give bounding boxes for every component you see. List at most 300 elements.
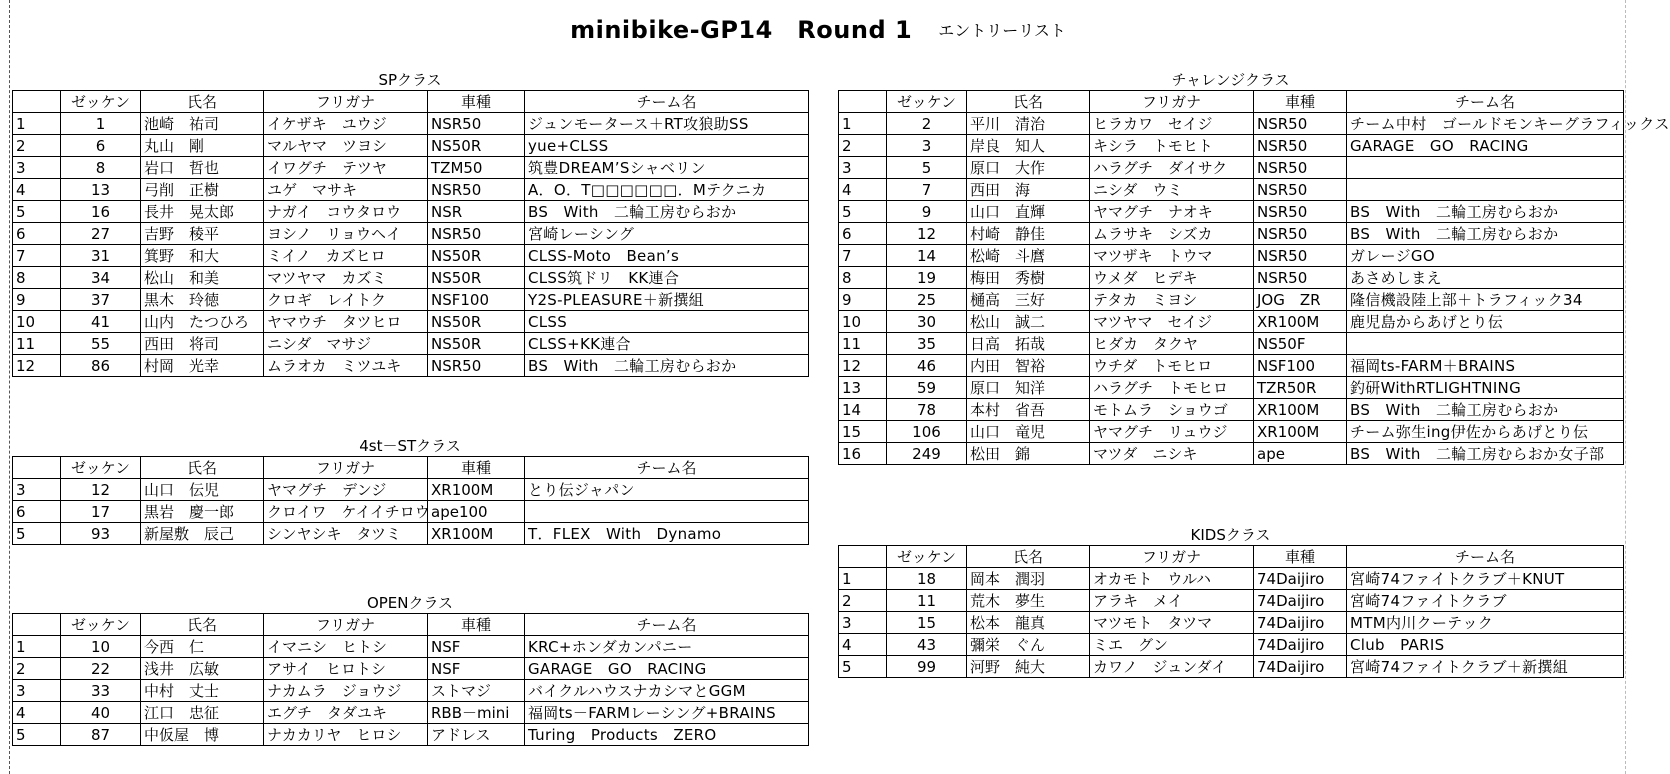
table-row [13, 135, 809, 157]
furigana-cell: ヤマウチ タツヒロ [264, 311, 428, 333]
rider-name-cell: 河野 純大 [967, 656, 1090, 678]
team-name-cell: 福岡ts－FARMレーシング+BRAINS [525, 702, 809, 724]
row-index-cell: 8 [839, 267, 887, 289]
bike-model-cell: NSR50 [1254, 157, 1347, 179]
team-name-cell: BS With 二輪工房むらおか [1347, 201, 1624, 223]
rider-name-cell: 岸良 知人 [967, 135, 1090, 157]
team-name-cell: Club PARIS [1347, 634, 1624, 656]
row-index-cell: 4 [839, 634, 887, 656]
bike-model-cell: XR100M [1254, 399, 1347, 421]
rider-name-cell: 平川 清治 [967, 113, 1090, 135]
team-name-cell: とり伝ジャパン [525, 479, 809, 501]
bib-number-cell: 31 [61, 245, 141, 267]
bib-number-cell: 19 [887, 267, 967, 289]
rider-name-cell: 梅田 秀樹 [967, 267, 1090, 289]
furigana-cell: ナカカリヤ ヒロシ [264, 724, 428, 746]
rider-name-cell: 彌栄 ぐん [967, 634, 1090, 656]
entry-list-subtitle: エントリーリスト [938, 21, 1066, 40]
furigana-cell: キシラ トモヒト [1090, 135, 1254, 157]
header-bib-number: ゼッケン [61, 457, 141, 479]
rider-name-cell: 日高 拓哉 [967, 333, 1090, 355]
row-index-cell: 2 [839, 135, 887, 157]
bib-number-cell: 13 [61, 179, 141, 201]
row-index-cell: 5 [13, 724, 61, 746]
bike-model-cell: RBB－mini [428, 702, 525, 724]
header-bike-model: 車種 [428, 91, 525, 113]
furigana-cell: マルヤマ ツヨシ [264, 135, 428, 157]
bike-model-cell: NSR50 [1254, 245, 1347, 267]
bib-number-cell: 40 [61, 702, 141, 724]
table-row [839, 311, 1624, 333]
furigana-cell: ヤマグチ デンジ [264, 479, 428, 501]
bike-model-cell: NSF100 [1254, 355, 1347, 377]
bib-number-cell: 93 [61, 523, 141, 545]
furigana-cell: ユゲ マサキ [264, 179, 428, 201]
table-row [13, 267, 809, 289]
team-name-cell: CLSS+KK連合 [525, 333, 809, 355]
bike-model-cell: NS50R [428, 245, 525, 267]
bike-model-cell: NSR [428, 201, 525, 223]
rider-name-cell: 弓削 正樹 [141, 179, 264, 201]
bib-number-cell: 86 [61, 355, 141, 377]
furigana-cell: ヒダカ タクヤ [1090, 333, 1254, 355]
furigana-cell: ムラサキ シズカ [1090, 223, 1254, 245]
bib-number-cell: 5 [887, 157, 967, 179]
rider-name-cell: 丸山 剛 [141, 135, 264, 157]
header-blank [13, 457, 61, 479]
bib-number-cell: 30 [887, 311, 967, 333]
team-name-cell: 宮崎74ファイトクラブ＋新撰組 [1347, 656, 1624, 678]
header-bike-model: 車種 [1254, 546, 1347, 568]
row-index-cell: 1 [839, 113, 887, 135]
row-index-cell: 3 [13, 680, 61, 702]
row-index-cell: 1 [13, 636, 61, 658]
rider-name-cell: 本村 省吾 [967, 399, 1090, 421]
table-row [839, 223, 1624, 245]
bike-model-cell: 74Daijiro [1254, 656, 1347, 678]
team-name-cell: 隆信機設陸上部＋トラフィック34 [1347, 289, 1624, 311]
bike-model-cell: NSF100 [428, 289, 525, 311]
bib-number-cell: 59 [887, 377, 967, 399]
row-index-cell: 10 [839, 311, 887, 333]
bib-number-cell: 3 [887, 135, 967, 157]
rider-name-cell: 原口 知洋 [967, 377, 1090, 399]
bike-model-cell: 74Daijiro [1254, 568, 1347, 590]
furigana-cell: アラキ メイ [1090, 590, 1254, 612]
bib-number-cell: 14 [887, 245, 967, 267]
header-team-name: チーム名 [525, 457, 809, 479]
furigana-cell: ミイノ カズヒロ [264, 245, 428, 267]
furigana-cell: ナカムラ ジョウジ [264, 680, 428, 702]
team-name-cell: CLSS-Moto Bean’s [525, 245, 809, 267]
bib-number-cell: 106 [887, 421, 967, 443]
bike-model-cell: NS50R [428, 311, 525, 333]
table-header-row [839, 546, 1624, 568]
team-name-cell: 釣研WithRTLIGHTNING [1347, 377, 1624, 399]
table-row [13, 311, 809, 333]
bib-number-cell: 1 [61, 113, 141, 135]
bike-model-cell: NSR50 [428, 223, 525, 245]
furigana-cell: ハラグチ ダイサク [1090, 157, 1254, 179]
table-row [839, 267, 1624, 289]
rider-name-cell: 箕野 和大 [141, 245, 264, 267]
team-name-cell: BS With 二輪工房むらおか [525, 201, 809, 223]
furigana-cell: イケザキ ユウジ [264, 113, 428, 135]
section-title: チャレンジクラス [1171, 71, 1290, 89]
row-index-cell: 3 [839, 157, 887, 179]
team-name-cell: 宮崎74ファイトクラブ [1347, 590, 1624, 612]
team-name-cell: CLSS筑ドリ KK連合 [525, 267, 809, 289]
bib-number-cell: 16 [61, 201, 141, 223]
row-index-cell: 3 [13, 479, 61, 501]
row-index-cell: 7 [839, 245, 887, 267]
row-index-cell: 5 [13, 523, 61, 545]
row-index-cell: 7 [13, 245, 61, 267]
furigana-cell: ウチダ トモヒロ [1090, 355, 1254, 377]
bike-model-cell: ape [1254, 443, 1347, 465]
furigana-cell: テタカ ミヨシ [1090, 289, 1254, 311]
rider-name-cell: 岡本 潤羽 [967, 568, 1090, 590]
rider-name-cell: 新屋敷 辰己 [141, 523, 264, 545]
table-row [839, 421, 1624, 443]
team-name-cell: MTM内川クーテック [1347, 612, 1624, 634]
bike-model-cell: XR100M [428, 523, 525, 545]
header-furigana: フリガナ [1090, 546, 1254, 568]
team-name-cell [1347, 157, 1624, 179]
row-index-cell: 3 [13, 157, 61, 179]
table-row [839, 568, 1624, 590]
header-furigana: フリガナ [264, 614, 428, 636]
header-rider-name: 氏名 [967, 91, 1090, 113]
bib-number-cell: 11 [887, 590, 967, 612]
table-row [13, 479, 809, 501]
section-title: 4st－STクラス [359, 437, 461, 455]
bike-model-cell: NSR50 [428, 179, 525, 201]
row-index-cell: 13 [839, 377, 887, 399]
bib-number-cell: 33 [61, 680, 141, 702]
row-index-cell: 4 [839, 179, 887, 201]
bike-model-cell: NS50R [428, 135, 525, 157]
section-title: KIDSクラス [1190, 526, 1271, 544]
team-name-cell: ジュンモータース＋RT攻狼助SS [525, 113, 809, 135]
entry-table [838, 90, 1670, 465]
team-name-cell: GARAGE GO RACING [1347, 135, 1624, 157]
entry-table [12, 456, 809, 545]
row-index-cell: 6 [839, 223, 887, 245]
row-index-cell: 2 [13, 658, 61, 680]
bike-model-cell: NSF [428, 658, 525, 680]
team-name-cell: あさめしまえ [1347, 267, 1624, 289]
bike-model-cell: XR100M [1254, 421, 1347, 443]
bib-number-cell: 17 [61, 501, 141, 523]
table-row [13, 680, 809, 702]
table-row [839, 634, 1624, 656]
header-rider-name: 氏名 [141, 614, 264, 636]
header-bib-number: ゼッケン [887, 546, 967, 568]
entry-table [838, 545, 1624, 678]
team-name-cell: チーム弥生ing伊佐からあげとり伝 [1347, 421, 1624, 443]
team-name-cell: BS With 二輪工房むらおか [1347, 223, 1624, 245]
bib-number-cell: 46 [887, 355, 967, 377]
rider-name-cell: 松崎 斗麿 [967, 245, 1090, 267]
header-blank [13, 91, 61, 113]
furigana-cell: オカモト ウルハ [1090, 568, 1254, 590]
bike-model-cell: XR100M [428, 479, 525, 501]
row-index-cell: 4 [13, 179, 61, 201]
row-index-cell: 11 [13, 333, 61, 355]
table-row [839, 377, 1624, 399]
bike-model-cell: NS50R [428, 267, 525, 289]
table-row [13, 201, 809, 223]
sheet-page-border-left [9, 0, 10, 774]
row-index-cell: 1 [839, 568, 887, 590]
furigana-cell: マツダ ニシキ [1090, 443, 1254, 465]
row-index-cell: 2 [839, 590, 887, 612]
bib-number-cell: 18 [887, 568, 967, 590]
team-name-cell [1347, 333, 1624, 355]
event-title: minibike-GP14 Round 1 [570, 16, 913, 44]
row-index-cell: 16 [839, 443, 887, 465]
rider-name-cell: 中村 丈士 [141, 680, 264, 702]
bike-model-cell: XR100M [1254, 311, 1347, 333]
bib-number-cell: 12 [887, 223, 967, 245]
furigana-cell: ウメダ ヒデキ [1090, 267, 1254, 289]
row-index-cell: 9 [13, 289, 61, 311]
table-row [839, 135, 1624, 157]
furigana-cell: ニシダ マサジ [264, 333, 428, 355]
team-name-cell: BS With 二輪工房むらおか [1347, 399, 1624, 421]
rider-name-cell: 黒木 玲徳 [141, 289, 264, 311]
furigana-cell: ヨシノ リョウヘイ [264, 223, 428, 245]
rider-name-cell: 吉野 稜平 [141, 223, 264, 245]
table-header-row [839, 91, 1624, 113]
team-name-cell: KRC+ホンダカンパニー [525, 636, 809, 658]
furigana-cell: マツヤマ セイジ [1090, 311, 1254, 333]
table-row [13, 157, 809, 179]
table-row [839, 612, 1624, 634]
row-index-cell: 12 [13, 355, 61, 377]
bib-number-cell: 43 [887, 634, 967, 656]
row-index-cell: 9 [839, 289, 887, 311]
bib-number-cell: 10 [61, 636, 141, 658]
table-row [13, 501, 809, 523]
rider-name-cell: 中仮屋 博 [141, 724, 264, 746]
bib-number-cell: 6 [61, 135, 141, 157]
bike-model-cell: NSR50 [428, 355, 525, 377]
furigana-cell: ヤマグチ ナオキ [1090, 201, 1254, 223]
furigana-cell: シンヤシキ タツミ [264, 523, 428, 545]
rider-name-cell: 松本 龍真 [967, 612, 1090, 634]
bib-number-cell: 87 [61, 724, 141, 746]
team-name-cell: T．FLEX With Dynamo [525, 523, 809, 545]
header-rider-name: 氏名 [141, 91, 264, 113]
team-name-cell: ガレージGO [1347, 245, 1624, 267]
rider-name-cell: 西田 海 [967, 179, 1090, 201]
entry-table [12, 90, 809, 377]
row-index-cell: 11 [839, 333, 887, 355]
table-row [13, 724, 809, 746]
bib-number-cell: 8 [61, 157, 141, 179]
furigana-cell: マツザキ トウマ [1090, 245, 1254, 267]
header-team-name: チーム名 [1347, 91, 1624, 113]
rider-name-cell: 松山 誠二 [967, 311, 1090, 333]
team-name-cell: チーム中村 ゴールドモンキーグラフィックス [1347, 113, 1624, 135]
bib-number-cell: 2 [887, 113, 967, 135]
team-name-cell: yue+CLSS [525, 135, 809, 157]
team-name-cell: A．O．T□□□□□□．Mテクニカ [525, 179, 809, 201]
table-row [13, 702, 809, 724]
bib-number-cell: 12 [61, 479, 141, 501]
bib-number-cell: 35 [887, 333, 967, 355]
row-index-cell: 6 [13, 501, 61, 523]
table-row [839, 245, 1624, 267]
team-name-cell: CLSS [525, 311, 809, 333]
bike-model-cell: NS50F [1254, 333, 1347, 355]
furigana-cell: エグチ タダユキ [264, 702, 428, 724]
furigana-cell: ミエ グン [1090, 634, 1254, 656]
team-name-cell: Y2S-PLEASURE＋新撰組 [525, 289, 809, 311]
bike-model-cell: NSR50 [1254, 135, 1347, 157]
row-index-cell: 2 [13, 135, 61, 157]
bib-number-cell: 9 [887, 201, 967, 223]
team-name-cell: 筑豊DREAM’Sシャベリン [525, 157, 809, 179]
rider-name-cell: 原口 大作 [967, 157, 1090, 179]
rider-name-cell: 松山 和美 [141, 267, 264, 289]
bike-model-cell: NSR50 [1254, 113, 1347, 135]
furigana-cell: ハラグチ トモヒロ [1090, 377, 1254, 399]
team-name-cell: 宮崎74ファイトクラブ＋KNUT [1347, 568, 1624, 590]
bike-model-cell: NSR50 [428, 113, 525, 135]
row-index-cell: 10 [13, 311, 61, 333]
bib-number-cell: 37 [61, 289, 141, 311]
table-header-row [13, 457, 809, 479]
rider-name-cell: 山口 伝児 [141, 479, 264, 501]
header-rider-name: 氏名 [141, 457, 264, 479]
furigana-cell: ヤマグチ リュウジ [1090, 421, 1254, 443]
furigana-cell: カワノ ジュンダイ [1090, 656, 1254, 678]
bib-number-cell: 22 [61, 658, 141, 680]
header-furigana: フリガナ [264, 457, 428, 479]
team-name-cell: 福岡ts-FARM＋BRAINS [1347, 355, 1624, 377]
bike-model-cell: 74Daijiro [1254, 634, 1347, 656]
table-row [839, 201, 1624, 223]
rider-name-cell: 荒木 夢生 [967, 590, 1090, 612]
bib-number-cell: 15 [887, 612, 967, 634]
header-bike-model: 車種 [428, 457, 525, 479]
bib-number-cell: 25 [887, 289, 967, 311]
bib-number-cell: 249 [887, 443, 967, 465]
row-index-cell: 4 [13, 702, 61, 724]
row-index-cell: 6 [13, 223, 61, 245]
furigana-cell: イワグチ テツヤ [264, 157, 428, 179]
bib-number-cell: 41 [61, 311, 141, 333]
bike-model-cell: ストマジ [428, 680, 525, 702]
rider-name-cell: 岩口 哲也 [141, 157, 264, 179]
header-furigana: フリガナ [1090, 91, 1254, 113]
team-name-cell: BS With 二輪工房むらおか女子部 [1347, 443, 1624, 465]
row-index-cell: 12 [839, 355, 887, 377]
table-row [13, 113, 809, 135]
table-row [839, 443, 1624, 465]
row-index-cell: 8 [13, 267, 61, 289]
table-row [13, 289, 809, 311]
furigana-cell: ナガイ コウタロウ [264, 201, 428, 223]
furigana-cell: マツヤマ カズミ [264, 267, 428, 289]
bike-model-cell: NSR50 [1254, 201, 1347, 223]
table-row [13, 179, 809, 201]
header-bike-model: 車種 [428, 614, 525, 636]
team-name-cell [1347, 179, 1624, 201]
table-row [13, 355, 809, 377]
bib-number-cell: 55 [61, 333, 141, 355]
table-row [839, 179, 1624, 201]
header-rider-name: 氏名 [967, 546, 1090, 568]
team-name-cell: バイクルハウスナカシマとGGM [525, 680, 809, 702]
section-title: SPクラス [378, 71, 442, 89]
rider-name-cell: 江口 忠征 [141, 702, 264, 724]
section-title: OPENクラス [366, 594, 454, 612]
team-name-cell: 鹿児島からあげとり伝 [1347, 311, 1624, 333]
table-row [839, 656, 1624, 678]
4st-st-class-section [12, 436, 808, 545]
header-bib-number: ゼッケン [61, 614, 141, 636]
bib-number-cell: 27 [61, 223, 141, 245]
bike-model-cell: 74Daijiro [1254, 590, 1347, 612]
bike-model-cell: NSR50 [1254, 223, 1347, 245]
rider-name-cell: 今西 仁 [141, 636, 264, 658]
table-row [13, 333, 809, 355]
furigana-cell: クロイワ ケイイチロウ [264, 501, 428, 523]
furigana-cell: マツモト タツマ [1090, 612, 1254, 634]
team-name-cell: GARAGE GO RACING [525, 658, 809, 680]
rider-name-cell: 長井 晃太郎 [141, 201, 264, 223]
entry-table [12, 613, 809, 746]
row-index-cell: 5 [839, 656, 887, 678]
bike-model-cell: TZM50 [428, 157, 525, 179]
team-name-cell: BS With 二輪工房むらおか [525, 355, 809, 377]
bib-number-cell: 34 [61, 267, 141, 289]
furigana-cell: ニシダ ウミ [1090, 179, 1254, 201]
header-bib-number: ゼッケン [61, 91, 141, 113]
rider-name-cell: 池崎 祐司 [141, 113, 264, 135]
team-name-cell: Turing Products ZERO [525, 724, 809, 746]
bike-model-cell: NSR50 [1254, 179, 1347, 201]
challenge-class-section [838, 70, 1670, 465]
row-index-cell: 3 [839, 612, 887, 634]
bib-number-cell: 7 [887, 179, 967, 201]
rider-name-cell: 浅井 広敏 [141, 658, 264, 680]
bike-model-cell: TZR50R [1254, 377, 1347, 399]
rider-name-cell: 村岡 光幸 [141, 355, 264, 377]
bike-model-cell: 74Daijiro [1254, 612, 1347, 634]
furigana-cell: クロギ レイトク [264, 289, 428, 311]
header-blank [13, 614, 61, 636]
table-row [13, 658, 809, 680]
bike-model-cell: NSF [428, 636, 525, 658]
table-row [13, 636, 809, 658]
header-team-name: チーム名 [525, 614, 809, 636]
row-index-cell: 15 [839, 421, 887, 443]
team-name-cell [525, 501, 809, 523]
table-row [839, 355, 1624, 377]
rider-name-cell: 内田 智裕 [967, 355, 1090, 377]
furigana-cell: ムラオカ ミツユキ [264, 355, 428, 377]
rider-name-cell: 山内 たつひろ [141, 311, 264, 333]
table-row [839, 113, 1624, 135]
bib-number-cell: 99 [887, 656, 967, 678]
rider-name-cell: 黒岩 慶一郎 [141, 501, 264, 523]
row-index-cell: 5 [13, 201, 61, 223]
